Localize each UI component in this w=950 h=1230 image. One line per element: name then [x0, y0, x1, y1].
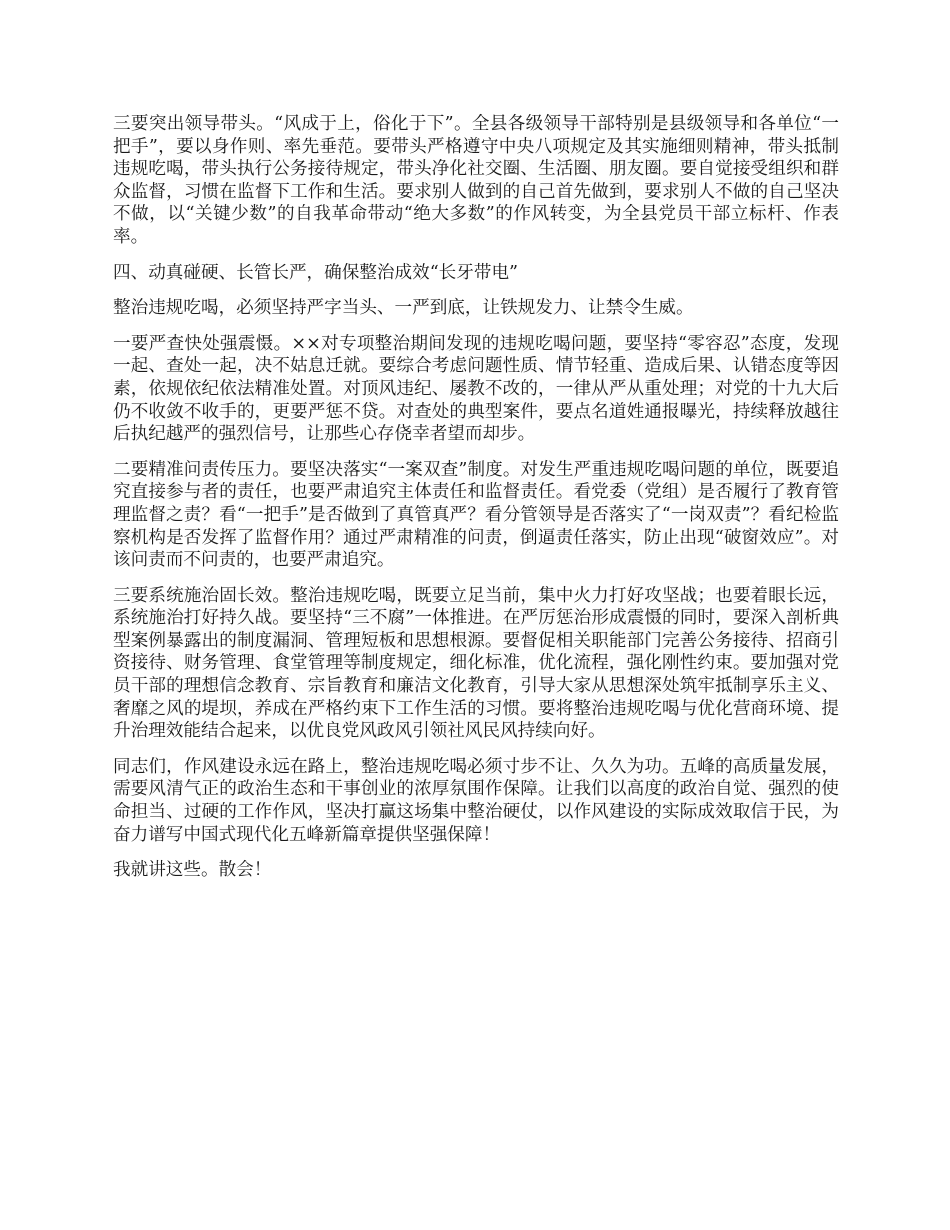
- paragraph-strict-intro: 整治违规吃喝，必须坚持严字当头、一严到底，让铁规发力、让禁令生威。: [113, 298, 694, 319]
- paragraph-strict-investigation: 一要严查快处强震慑。××对专项整治期间发现的违规吃喝问题，要坚持“零容忍”态度，发现一起、查处一起，决不姑息迁就。要综合考虑问题性质、情节轻重、造成后果、认错态度等因素，依规依纪依法精准处置。对顶风违纪、屡教不改的，一律从严从重处理；对党的十九大后仍不收敛不收手的，更要严惩不贷。对查处的典型案件，要点名道姓通报曝光，持续释放越往后执纪越严的强烈信号，让那些心存侥幸者望而却步。: [113, 333, 839, 445]
- paragraph-closing: 同志们，作风建设永远在路上，整治违规吃喝必须寸步不让、久久为功。五峰的高质量发展，需要风清气正的政治生态和干事创业的浓厚氛围作保障。让我们以高度的政治自觉、强烈的使命担当、过硬的工作作风，坚决打赢这场集中整治硬仗，以作风建设的实际成效取信于民，为奋力谱写中国式现代化五峰新篇章提供坚强保障！: [113, 756, 839, 845]
- paragraph-leadership: 三要突出领导带头。“风成于上，俗化于下”。全县各级领导干部特别是县级领导和各单位“一把手”，要以身作则、率先垂范。要带头严格遵守中央八项规定及其实施细则精神，带头抵制违规吃喝，带头执行公务接待规定，带头净化社交圈、生活圈、朋友圈。要自觉接受组织和群众监督，习惯在监督下工作和生活。要求别人做到的自己首先做到，要求别人不做的自己坚决不做，以“关键少数”的自我革命带动“绝大多数”的作风转变，为全县党员干部立标杆、作表率。: [113, 114, 839, 247]
- document-page: [113, 113, 839, 895]
- section-heading-four: 四、动真碰硬、长管长严，确保整治成效“长牙带电”: [113, 262, 519, 283]
- paragraph-long-term: 三要系统施治固长效。整治违规吃喝，既要立足当前，集中火力打好攻坚战；也要着眼长远，系统施治打好持久战。要坚持“三不腐”一体推进。在严厉惩治形成震慑的同时，要深入剖析典型案例暴露出的制度漏洞、管理短板和思想根源。要督促相关职能部门完善公务接待、招商引资接待、财务管理、食堂管理等制度规定，细化标准，优化流程，强化刚性约束。要加强对党员干部的理想信念教育、宗旨教育和廉洁文化教育，引导大家从思想深处筑牢抵制享乐主义、奢靡之风的堤坝，养成在严格约束下工作生活的习惯。要将整治违规吃喝与优化营商环境、提升治理效能结合起来，以优良党风政风引领社风民风持续向好。: [113, 585, 839, 742]
- paragraph-adjourn: 我就讲这些。散会！: [113, 860, 272, 881]
- paragraph-accountability: 二要精准问责传压力。要坚决落实“一案双查”制度。对发生严重违规吃喝问题的单位，既要追究直接参与者的责任，也要严肃追究主体责任和监督责任。看党委（党组）是否履行了教育管理监督之责？看“一把手”是否做到了真管真严？看分管领导是否落实了“一岗双责”？看纪检监察机构是否发挥了监督作用？通过严肃精准的问责，倒逼责任落实，防止出现“破窗效应”。对该问责而不问责的，也要严肃追究。: [113, 459, 839, 571]
